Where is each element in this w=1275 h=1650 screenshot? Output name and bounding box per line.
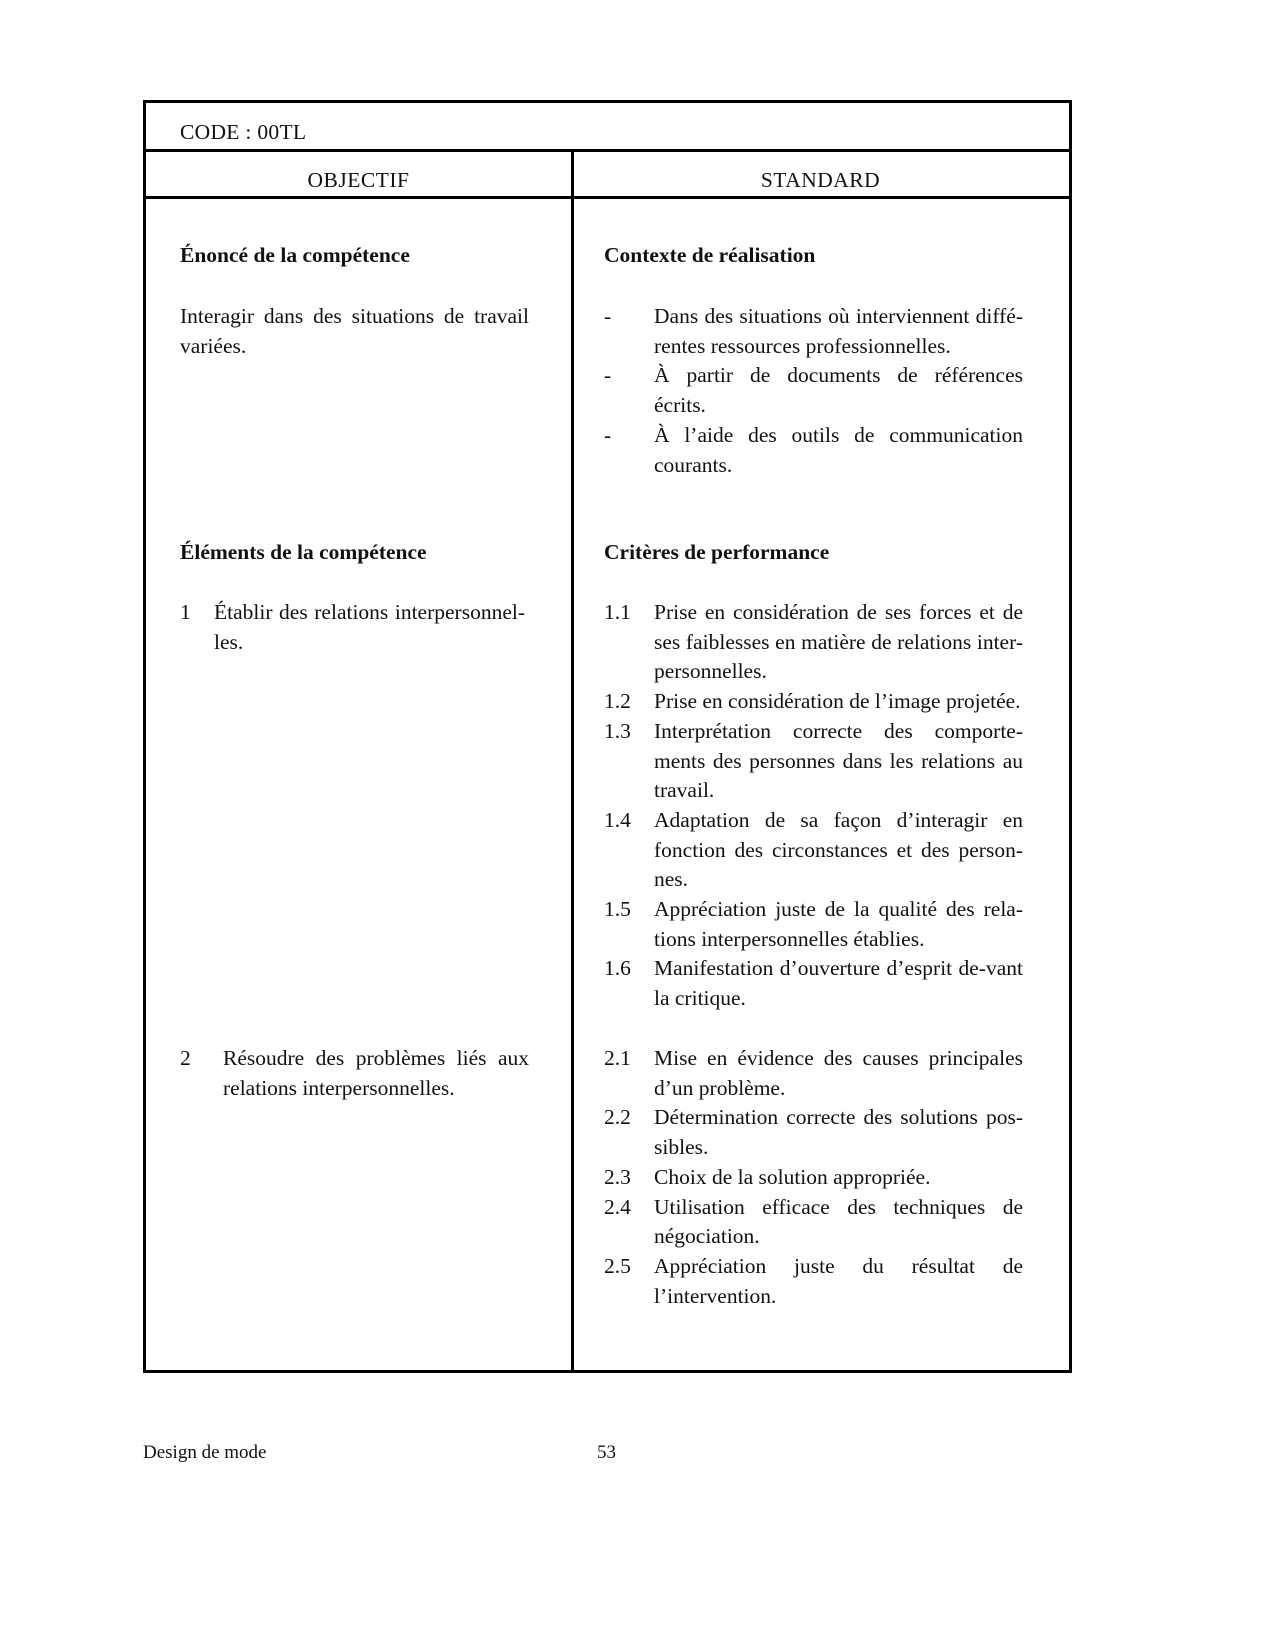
text-line: rentes ressources professionnelles.	[654, 333, 951, 358]
text-line: Prise en considération de ses forces et de	[654, 600, 1023, 624]
critere-item	[604, 895, 1023, 954]
item-number: 1.4	[604, 807, 631, 832]
element-item	[180, 598, 525, 657]
element-list	[180, 598, 525, 657]
item-number: -	[604, 422, 612, 447]
column-divider	[571, 151, 574, 1370]
item-number: 1.6	[604, 956, 631, 981]
text-line: Détermination correcte des solutions pos-	[654, 1105, 1023, 1130]
item-number: 1.5	[604, 897, 631, 922]
text-line: la critique.	[654, 986, 746, 1011]
header-objectif: OBJECTIF	[307, 168, 410, 192]
item-number: 2.4	[604, 1194, 631, 1219]
text-line: Appréciation juste du résultat de	[654, 1253, 1023, 1278]
criteres-title: Critères de performance	[604, 540, 830, 564]
text-line: Utilisation efficace des techniques de	[654, 1194, 1023, 1219]
text-line: les.	[214, 629, 244, 654]
text-line: À l’aide des outils de communication	[654, 422, 1023, 447]
critere-item	[604, 1103, 1023, 1162]
elements-title: Éléments de la compétence	[180, 540, 427, 564]
text-line: Interprétation correcte des comporte-	[654, 718, 1023, 743]
text-line: Établir des relations interpersonnel-	[214, 600, 525, 624]
contexte-item	[604, 302, 1023, 361]
text-line: nes.	[654, 867, 689, 892]
contexte-item	[604, 361, 1023, 420]
critere-item	[604, 1193, 1023, 1252]
critere-item	[604, 806, 1023, 895]
criteres-list-1	[604, 598, 1023, 1014]
text-line: ses faiblesses en matière de relations inter-	[654, 629, 1023, 654]
text-line: sibles.	[654, 1135, 709, 1160]
text-line: Choix de la solution appropriée.	[654, 1164, 931, 1189]
text-line: négociation.	[654, 1224, 760, 1249]
text-line: Manifestation d’ouverture d’esprit de-vant	[654, 956, 1023, 981]
item-number: -	[604, 363, 612, 388]
element-item	[180, 1044, 529, 1103]
contexte-list	[604, 302, 1023, 480]
critere-item	[604, 687, 1023, 717]
footer-title: Design de mode	[143, 1442, 267, 1463]
critere-item	[604, 1252, 1023, 1311]
page-number: 53	[597, 1442, 616, 1463]
code-label: CODE : 00TL	[180, 120, 307, 144]
text-line: Prise en considération de l’image projetée.	[654, 689, 1021, 714]
critere-item	[604, 1044, 1023, 1103]
text-line: écrits.	[654, 393, 706, 418]
text-line: fonction des circonstances et des person-	[654, 837, 1023, 862]
enonce-text	[180, 302, 529, 361]
text-line: Appréciation juste de la qualité des rela-	[654, 897, 1023, 922]
item-number: 2.2	[604, 1105, 631, 1130]
item-number: 2.3	[604, 1164, 631, 1189]
criteres-list-2	[604, 1044, 1023, 1311]
text-line: variées.	[180, 333, 247, 358]
item-number: 2	[180, 1046, 191, 1070]
text-line: courants.	[654, 452, 733, 477]
item-number: -	[604, 304, 612, 328]
text-line: personnelles.	[654, 659, 767, 684]
text-line: l’intervention.	[654, 1283, 777, 1308]
item-number: 1.2	[604, 689, 631, 714]
text-line: travail.	[654, 778, 715, 803]
item-number: 1.3	[604, 718, 631, 743]
divider	[146, 149, 1069, 152]
text-line: Dans des situations où interviennent diffé-	[654, 304, 1023, 328]
text-line: Résoudre des problèmes liés aux	[223, 1046, 529, 1070]
text-line: Interagir dans des situations de travail	[180, 304, 529, 328]
text-line: Mise en évidence des causes principales	[654, 1046, 1023, 1070]
text-line: d’un problème.	[654, 1075, 786, 1100]
critere-item	[604, 598, 1023, 687]
element-list	[180, 1044, 529, 1103]
critere-item	[604, 1163, 1023, 1193]
item-number: 2.5	[604, 1253, 631, 1278]
header-standard: STANDARD	[760, 168, 881, 192]
critere-item	[604, 954, 1023, 1013]
text-line: Adaptation de sa façon d’interagir en	[654, 807, 1023, 832]
item-number: 2.1	[604, 1046, 631, 1070]
divider	[146, 196, 1069, 199]
item-number: 1	[180, 600, 191, 624]
text-line: relations interpersonnelles.	[223, 1075, 455, 1100]
contexte-title: Contexte de réalisation	[604, 243, 816, 267]
item-number: 1.1	[604, 600, 631, 624]
contexte-item	[604, 421, 1023, 480]
text-line: ments des personnes dans les relations au	[654, 748, 1023, 773]
enonce-title: Énoncé de la compétence	[180, 243, 410, 267]
text-line: tions interpersonnelles établies.	[654, 926, 925, 951]
critere-item	[604, 717, 1023, 806]
text-line: À partir de documents de références	[654, 363, 1023, 388]
